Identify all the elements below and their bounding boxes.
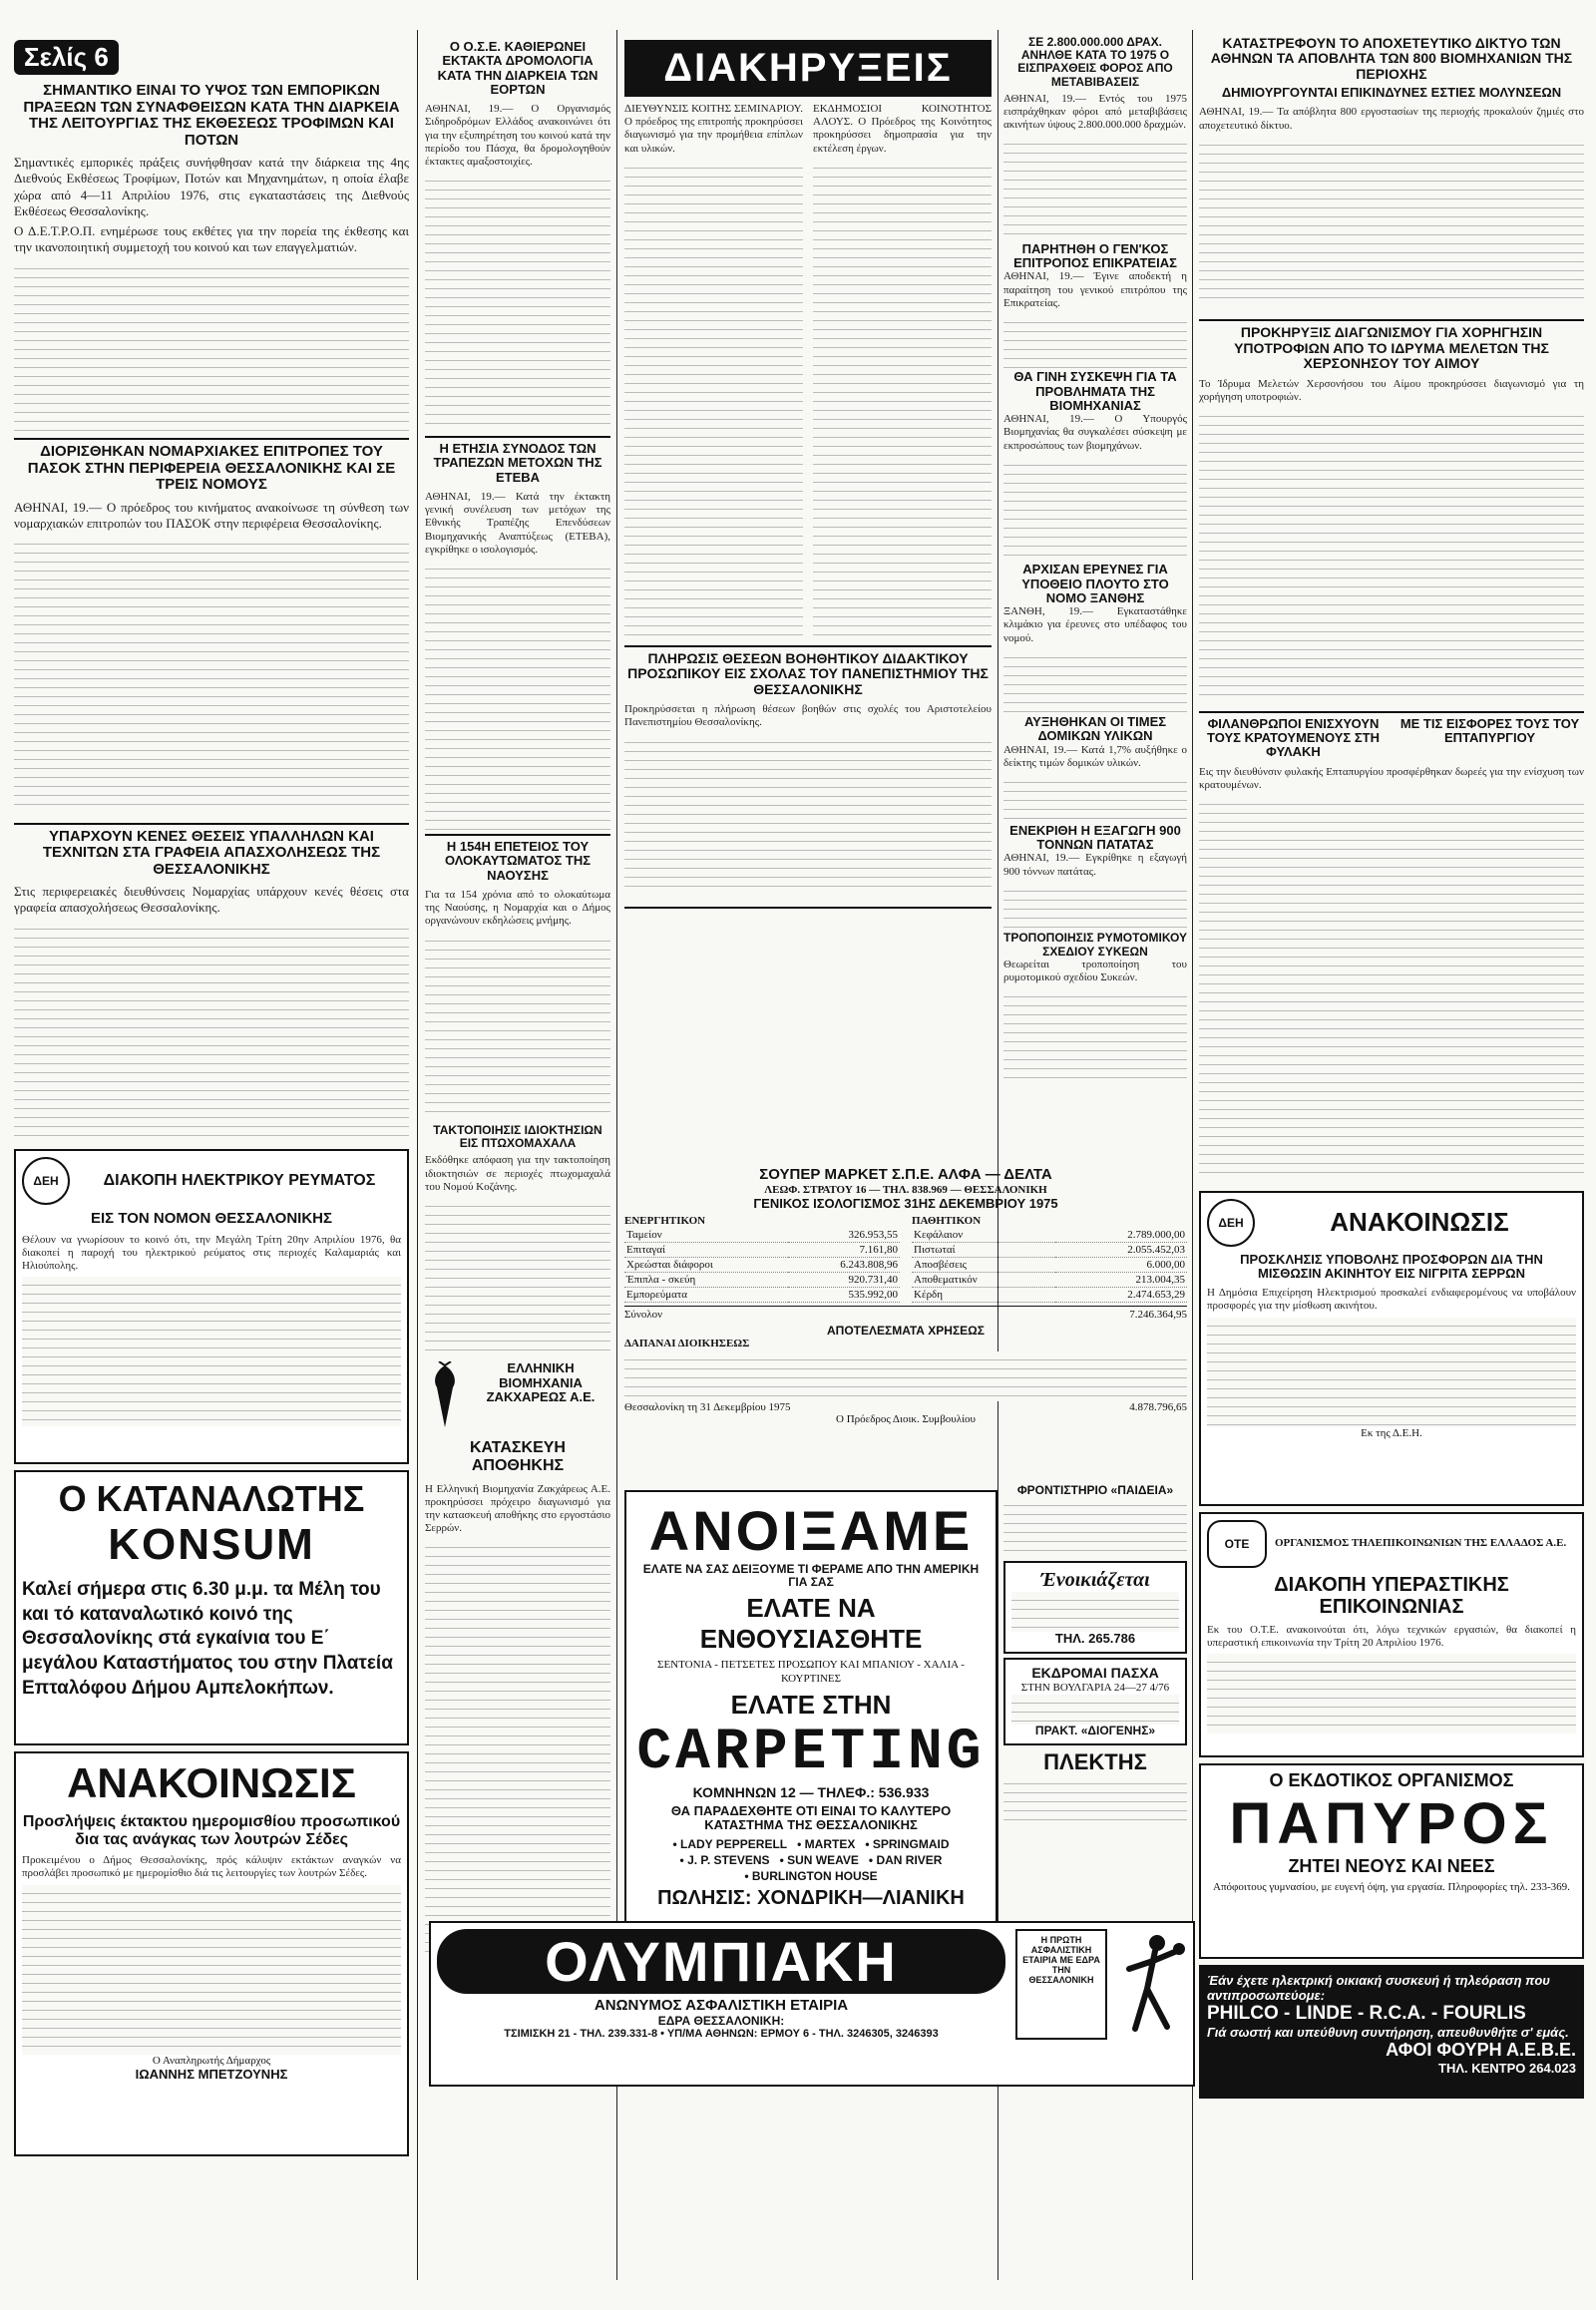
small-ad-title: Ένοικιάζεται [1040, 1569, 1150, 1592]
fouris-ad [1199, 1965, 1584, 2099]
text-filler [1003, 457, 1187, 563]
article-body [425, 889, 610, 1118]
papyros-ad [1199, 1763, 1584, 1959]
text-filler [425, 1198, 610, 1353]
table-row [912, 1228, 1187, 1243]
column-5 [1199, 0, 1584, 2310]
row-label: Κέρδη [914, 1289, 943, 1302]
ad-title: ΣΟΥΠΕΡ ΜΑΡΚΕΤ Σ.Π.Ε. ΑΛΦΑ — ΔΕΛΤΑ [759, 1167, 1052, 1183]
ote-ad [1199, 1512, 1584, 1757]
ad-headline: ΑΝΟΙΞΑΜΕ [648, 1499, 974, 1562]
article-body [14, 884, 409, 1143]
row-label: Κεφάλαιον [914, 1229, 964, 1242]
power-cut-ad [14, 1149, 409, 1464]
article-body [1199, 378, 1584, 707]
headline: ΔΙΟΡΙΣΘΗΚΑΝ ΝΟΜΑΡΧΙΑΚΕΣ ΕΠΙΤΡΟΠΕΣ ΤΟΥ ΠΑΣΟΚ ΣΤΗΝ ΠΕΡΙΦΕΡΕΙΑ ΘΕΣΣΑΛΟΝΙΚΗΣ ΚΑΙ ΣΕ ΤΡΕΙΣ ΝΟΜΟΥΣ [27, 443, 396, 493]
row-label: Αποσβέσεις [914, 1259, 968, 1272]
headline: ΘΑ ΓΙΝΗ ΣΥΣΚΕΨΗ ΓΙΑ ΤΑ ΠΡΟΒΛΗΜΑΤΑ ΤΗΣ ΒΙΟΜΗΧΑΝΙΑΣ [1013, 369, 1177, 413]
total-label: Σύνολον [624, 1309, 663, 1322]
paragraph: Το Ίδρυμα Μελετών Χερσονήσου του Αίμου προκηρύσσει διαγωνισμό για τη χορήγηση υποτροφιών. [1199, 377, 1584, 403]
text-filler [624, 160, 803, 638]
headline: ΠΡΟΚΗΡΥΞΙΣ ΔΙΑΓΩΝΙΣΜΟΥ ΓΙΑ ΧΟΡΗΓΗΣΙΝ ΥΠΟΤΡΟΦΙΩΝ ΑΠΟ ΤΟ ΙΔΡΥΜΑ ΜΕΛΕΤΩΝ ΤΗΣ ΧΕΡΣΟΝΗΣΟΥ ΤΟΥ ΑΙΜΟΥ [1234, 324, 1549, 372]
paragraph: Προκηρύσσεται η πλήρωση θέσεων βοηθών στις σχολές του Αριστοτελείου Πανεπιστημίου Θεσσαλονίκης. [624, 703, 992, 729]
ad-subtitle: Προσλήψεις έκτακτου ημερομισθίου προσωπικού δια τας ανάγκας των λουτρών Σέδες [22, 1813, 401, 1848]
text-filler [425, 1539, 610, 1958]
page-label: Σελίς 6 [14, 40, 119, 75]
row-value: 535.992,00 [848, 1289, 898, 1302]
divider [14, 823, 409, 825]
announcement-ad [14, 1751, 409, 2156]
total-value: 7.246.364,95 [1129, 1309, 1187, 1322]
text-filler [14, 921, 409, 1140]
konsum-ad [14, 1470, 409, 1745]
text-filler [22, 1277, 401, 1426]
row-label: Πιστωταί [914, 1244, 956, 1257]
text-filler [1207, 1318, 1576, 1427]
row-label: Έπιπλα - σκεύη [626, 1274, 696, 1287]
article-body [624, 703, 992, 903]
ad-subtitle: ΑΝΩΝΥΜΟΣ ΑΣΦΑΛΙΣΤΙΚΗ ΕΤΑΙΡΙΑ [594, 1997, 849, 2014]
headline: Η ΕΤΗΣΙΑ ΣΥΝΟΔΟΣ ΤΩΝ ΤΡΑΠΕΖΩΝ ΜΕΤΟΧΩΝ ΤΗΣ ΕΤΕΒΑ [433, 441, 602, 485]
small-ad-subtitle: ΣΤΗΝ ΒΟΥΛΓΑΡΙΑ 24—27 4/76 [1020, 1681, 1170, 1694]
text-filler [624, 734, 992, 894]
olympiaki-badge: Η ΠΡΩΤΗ ΑΣΦΑΛΙΣΤΙΚΗ ΕΤΑΙΡΙΑ ΜΕ ΕΔΡΑ ΤΗΝ ΘΕΣΣΑΛΟΝΙΚΗ [1015, 1929, 1107, 2040]
olympiaki-ad [429, 1921, 1195, 2087]
headline: ΑΥΞΗΘΗΚΑΝ ΟΙ ΤΙΜΕΣ ΔΟΜΙΚΩΝ ΥΛΙΚΩΝ [1023, 714, 1167, 744]
text-filler [1003, 883, 1187, 928]
article-body [14, 155, 409, 434]
row-label: Χρεώσται διάφοροι [626, 1259, 713, 1272]
ad-address: ΚΟΜΝΗΝΩΝ 12 — ΤΗΛΕΦ.: 536.933 [692, 1783, 930, 1800]
ad-body: Καλεί σήμερα στις 6.30 μ.μ. τα Μέλη του και τό καταναλωτικό κοινό της Θεσσαλονίκης στά εγκαίνια του Ε΄ μεγάλου Καταστήματος του στην Πλατεία Επταλόφου Δήμου Αμπελοκήπων. [22, 1579, 393, 1699]
headline: ΑΡΧΙΣΑΝ ΕΡΕΥΝΕΣ ΓΙΑ ΥΠΟΘΕΙΟ ΠΛΟΥΤΟ ΣΤΟ ΝΟΜΟ ΞΑΝΘΗΣ [1021, 562, 1169, 605]
paragraph: Ο Δ.Ε.Τ.Ρ.Ο.Π. ενημέρωσε τους εκθέτες για την πορεία της έκθεσης και την ικανοποιητική συμμετοχή του κοινού και των επαγγελματιών. [14, 223, 409, 255]
row-value: 213.004,35 [1135, 1274, 1185, 1287]
row-value: 326.953,55 [848, 1229, 898, 1242]
paragraph: ΑΘΗΝΑΙ, 19.— Κατά την έκτακτη γενική συνέλευση των μετόχων της Εθνικής Τραπέζης Επενδύσεων Βιομηχανικής Αναπτύξεως (ΕΤΕΒΑ), εγκρίθηκε ο ισολογισμός. [425, 491, 610, 556]
headline: ΚΑΤΑΣΤΡΕΦΟΥΝ ΤΟ ΑΠΟΧΕΤΕΥΤΙΚΟ ΔΙΚΤΥΟ ΤΩΝ ΑΘΗΝΩΝ ΤΑ ΑΠΟΒΛΗΤΑ ΤΩΝ 800 ΒΙΟΜΗΧΑΝΙΩΝ ΤΗΣ ΠΕΡΙΟΧΗΣ [1210, 35, 1573, 82]
article-body [1003, 270, 1187, 370]
subheadline: ΔΗΜΙΟΥΡΓΟΥΝΤΑΙ ΕΠΙΚΙΝΔΥΝΕΣ ΕΣΤΙΕΣ ΜΟΛΥΝΣΕΩΝ [1221, 85, 1562, 101]
text-filler [1199, 796, 1584, 1175]
text-filler [1003, 649, 1187, 715]
text-filler [1199, 408, 1584, 697]
article-body [1003, 605, 1187, 715]
table-row [912, 1258, 1187, 1273]
deh-logo-icon: ΔΕΗ [22, 1157, 70, 1205]
discus-thrower-icon [1117, 1929, 1187, 2039]
brand-item: • MARTEX [797, 1836, 856, 1851]
text-filler [14, 260, 409, 435]
paragraph: Εις την διευθύνσιν φυλακής Επταπυργίου προσφέρθηκαν δωρεές για την ενίσχυση των κρατουμένων. [1199, 765, 1584, 791]
liabilities-label: ΠΑΘΗΤΙΚΟΝ [912, 1214, 982, 1227]
text-filler [425, 933, 610, 1118]
signature: Εκ της Δ.Ε.Η. [1361, 1426, 1422, 1439]
deh-logo-icon: ΔΕΗ [1207, 1199, 1255, 1247]
small-ad-phone: ΤΗΛ. 265.786 [1054, 1631, 1136, 1647]
assets-table [624, 1228, 900, 1303]
text-filler [1003, 774, 1187, 819]
paragraph: ΑΘΗΝΑΙ, 19.— Ο πρόεδρος του κινήματος ανακοίνωσε τη σύνθεση των νομαρχιακών επιτροπών του ΠΑΣΟΚ στην περιφέρεια Θεσσαλονίκης. [14, 499, 409, 531]
ad-phone: ΤΗΛ. ΚΕΝΤΡΟ 264.023 [1438, 2060, 1576, 2076]
divider [624, 645, 992, 647]
ad-line: Ο ΕΚΔΟΤΙΚΟΣ ΟΡΓΑΝΙΣΜΟΣ [1269, 1769, 1514, 1790]
brand-item: • LADY PEPPERELL [672, 1836, 788, 1851]
text-filler [14, 536, 409, 805]
papyros-logo: ΠΑΠΥΡΟΣ [1229, 1791, 1554, 1857]
ad-title: ΑΝΑΚΟΙΝΩΣΙΣ [67, 1759, 356, 1806]
row-label: Επιταγαί [626, 1244, 665, 1257]
paragraph: Εκδόθηκε απόφαση για την τακτοποίηση ιδιοκτησιών σε περιοχές πτωχομαχαλά του Νομού Κοζάνης. [425, 1154, 610, 1193]
article-body [1003, 852, 1187, 932]
table-row [912, 1273, 1187, 1288]
row-value: 6.000,00 [1146, 1259, 1185, 1272]
ad-line: ΠΩΛΗΣΙΣ: ΧΟΝΔΡΙΚΗ—ΛΙΑΝΙΚΗ [657, 1886, 965, 1909]
ad-headline: Ο ΚΑΤΑΝΑΛΩΤΗΣ [58, 1478, 365, 1519]
brand-item: • SUN WEAVE [779, 1852, 859, 1867]
paragraph: ΑΘΗΝΑΙ, 19.— Ο Υπουργός Βιομηχανίας θα συγκαλέσει σύσκεψη με εκπροσώπους των βιομηχάνων. [1003, 413, 1187, 452]
ad-title: ΔΙΑΚΟΠΗ ΗΛΕΚΤΡΙΚΟΥ ΡΕΥΜΑΤΟΣ [103, 1172, 376, 1190]
deh-tender-ad [1199, 1191, 1584, 1506]
text-filler [1003, 988, 1187, 1078]
paragraph: ΑΘΗΝΑΙ, 19.— Έγινε αποδεκτή η παραίτηση του γενικού επιτρόπου της Επικρατείας. [1003, 270, 1187, 309]
small-ad-title: ΠΛΕΚΤΗΣ [1043, 1749, 1147, 1775]
carpeting-logo: CARPETING [636, 1720, 986, 1785]
row-value: 7.161,80 [859, 1244, 898, 1257]
sugar-industry-ad [425, 1361, 610, 2000]
paragraph: ΑΘΗΝΑΙ, 19.— Εντός του 1975 εισπράχθηκαν φόροι από μεταβιβάσεις ακινήτων ύψους 2.800.000.000 δραχμών. [1003, 92, 1187, 132]
article-body [813, 103, 992, 641]
place-date: Θεσσαλονίκη τη 31 Δεκεμβρίου 1975 [624, 1400, 791, 1413]
ad-subtitle: ΓΕΝΙΚΟΣ ΙΣΟΛΟΓΙΣΜΟΣ 31ΗΣ ΔΕΚΕΜΒΡΙΟΥ 1975 [753, 1195, 1058, 1211]
ote-logo-icon: ΟΤΕ [1207, 1520, 1267, 1568]
text-filler [425, 561, 610, 830]
ad-brands: PHILCO - LINDE - R.C.A. - FOURLIS [1207, 2002, 1526, 2024]
paragraph: ΑΘΗΝΑΙ, 19.— Τα απόβλητα 800 εργοστασίων της περιοχής προκαλούν ζημιές στο αποχετευτικό δίκτυο. [1199, 106, 1584, 132]
small-ad-title: ΦΡΟΝΤΙΣΤΗΡΙΟ «ΠΑΙΔΕΙΑ» [1016, 1484, 1174, 1497]
paragraph: Σημαντικές εμπορικές πράξεις συνήφθησαν κατά την διάρκεια της 4ης Διεθνούς Εκθέσεως Τροφίμων, Ποτών και Μηχανημάτων, η οποία έλαβε χώρα από 4—11 Απριλίου 1976, στις εγκαταστάσεις της Διεθνούς Εκθέσεως Θεσσαλονίκης. [14, 155, 409, 218]
brand-list [632, 1837, 990, 1883]
paragraph: Στις περιφερειακές διευθύνσεις Νομαρχίας υπάρχουν κενές θέσεις στα γραφεία απασχολήσεως Θεσσαλονίκης. [14, 884, 409, 916]
headline: ΠΑΡΗΤΗΘΗ Ο ΓΕΝ'ΚΟΣ ΕΠΙΤΡΟΠΟΣ ΕΠΙΚΡΑΤΕΙΑΣ [1013, 240, 1177, 271]
alfa-balance-sheet-ad [624, 1167, 1187, 1476]
ad-office: ΕΔΡΑ ΘΕΣΣΑΛΟΝΙΚΗ: [657, 2013, 785, 2028]
table-row [912, 1288, 1187, 1303]
headline: ΤΡΟΠΟΠΟΙΗΣΙΣ ΡΥΜΟΤΟΜΙΚΟΥ ΣΧΕΔΙΟΥ ΣΥΚΕΩΝ [1003, 931, 1187, 959]
text-filler [1003, 1497, 1187, 1557]
row-value: 920.731,40 [848, 1274, 898, 1287]
small-ad-title: ΕΚΔΡΟΜΑΙ ΠΑΣΧΑ [1031, 1665, 1159, 1682]
headline: ΦΙΛΑΝΘΡΩΠΟΙ ΕΝΙΣΧΥΟΥΝ ΤΟΥΣ ΚΡΑΤΟΥΜΕΝΟΥΣ ΣΤΗ ΦΥΛΑΚΗ [1207, 715, 1380, 760]
ad-line: Έάν έχετε ηλεκτρική οικιακή συσκευή ή τηλεόραση που αντιπροσωπεύομε: [1207, 1972, 1550, 2003]
signature-name: ΙΩΑΝΝΗΣ ΜΠΕΤΖΟΥΝΗΣ [135, 2066, 288, 2082]
assets-label: ΕΝΕΡΓΗΤΙΚΟΝ [624, 1214, 706, 1227]
text-filler [1199, 137, 1584, 306]
brand-item: • SPRINGMAID [865, 1836, 950, 1851]
ad-body: Η Δημόσια Επιχείρηση Ηλεκτρισμού προσκαλεί ενδιαφερομένους να υποβάλουν προσφορές για την μίσθωση ακινήτου. [1207, 1287, 1576, 1313]
ad-body: Θέλουν να γνωρίσουν το κοινό ότι, την Μεγάλη Τρίτη 20ην Απριλίου 1976, θα διακοπεί η παροχή του ηλεκτρικού ρεύματος στις περιοχές Καλαμαριάς και Ηλιούπολης. [22, 1233, 401, 1272]
text-filler [813, 160, 992, 638]
paragraph: ΔΙΕΥΘΥΝΣΙΣ ΚΟΙΤΗΣ ΣΕΜΙΝΑΡΙΟΥ. Ο πρόεδρος της επιτροπής προκηρύσσει διαγωνισμό για την προμήθεια επίπλων και υλικών. [624, 103, 803, 155]
ad-subtitle: ΕΙΣ ΤΟΝ ΝΟΜΟΝ ΘΕΣΣΑΛΟΝΙΚΗΣ [90, 1210, 332, 1227]
ad-org: ΟΡΓΑΝΙΣΜΟΣ ΤΗΛΕΠΙΚΟΙΝΩΝΙΩΝ ΤΗΣ ΕΛΛΑΔΟΣ Α.Ε. [1275, 1536, 1567, 1549]
signature: Ο Πρόεδρος Διοικ. Συμβουλίου [836, 1412, 976, 1425]
article-body [1003, 413, 1187, 563]
divider [425, 436, 610, 438]
row-label: Αποθεματικόν [914, 1274, 978, 1287]
divider [1199, 319, 1584, 321]
article-body [624, 103, 803, 641]
column-1 [14, 0, 409, 2310]
divider [425, 834, 610, 836]
results-total: 4.878.796,65 [1129, 1400, 1187, 1413]
liabilities-table [912, 1228, 1187, 1303]
ad-body: Απόφοιτους γυμνασίου, με ευγενή όψη, για εργασία. Πληροφορίες τηλ. 233-369. [1213, 1881, 1570, 1894]
ad-company: ΑΦΟΙ ΦΟΥΡΗ Α.Ε.Β.Ε. [1386, 2039, 1576, 2060]
row-value: 2.474.653,29 [1127, 1289, 1185, 1302]
row-label: Εμπορεύματα [626, 1289, 688, 1302]
article-body [1199, 766, 1584, 1185]
text-filler [1003, 136, 1187, 235]
headline: ΕΝΕΚΡΙΘΗ Η ΕΞΑΓΩΓΗ 900 ΤΟΝΝΩΝ ΠΑΤΑΤΑΣ [1009, 822, 1181, 853]
article-body [1003, 959, 1187, 1088]
results-label: ΑΠΟΤΕΛΕΣΜΑΤΑ ΧΡΗΣΕΩΣ [826, 1324, 985, 1339]
expenses-label: ΔΑΠΑΝΑΙ ΔΙΟΙΚΗΣΕΩΣ [624, 1338, 750, 1350]
divider [1199, 711, 1584, 713]
ad-line: ΕΛΑΤΕ ΝΑ ΣΑΣ ΔΕΙΞΟΥΜΕ ΤΙ ΦΕΡΑΜΕ ΑΠΟ ΤΗΝ ΑΜΕΡΙΚΗ ΓΙΑ ΣΑΣ [642, 1562, 980, 1590]
signature-title: Ο Αναπληρωτής Δήμαρχος [152, 2054, 271, 2067]
article-body [425, 1154, 610, 1353]
article-body [425, 103, 610, 432]
headline: Ο Ο.Σ.Ε. ΚΑΘΙΕΡΩΝΕΙ ΕΚΤΑΚΤΑ ΔΡΟΜΟΛΟΓΙΑ ΚΑΤΑ ΤΗΝ ΔΙΑΡΚΕΙΑ ΤΩΝ ΕΟΡΤΩΝ [437, 39, 598, 97]
headline: ΥΠΑΡΧΟΥΝ ΚΕΝΕΣ ΘΕΣΕΙΣ ΥΠΑΛΛΗΛΩΝ ΚΑΙ ΤΕΧΝΙΤΩΝ ΣΤΑ ΓΡΑΦΕΙΑ ΑΠΑΣΧΟΛΗΣΕΩΣ ΤΗΣ ΘΕΣΣΑΛΟΝΙΚΗΣ [42, 827, 381, 878]
row-value: 2.789.000,00 [1127, 1229, 1185, 1242]
ad-body: Προκειμένου ο Δήμος Θεσσαλονίκης, πρός κάλυψιν εκτάκτων αναγκών να προσλάβει προσωπικό με ημερομίσθιο διά τις λειτουργίες των λουτρών Σέδες. [22, 1854, 401, 1880]
brand-item: • DAN RIVER [868, 1852, 943, 1867]
text-filler [22, 1885, 401, 2055]
headline: Η 154Η ΕΠΕΤΕΙΟΣ ΤΟΥ ΟΛΟΚΑΥΤΩΜΑΤΟΣ ΤΗΣ ΝΑΟΥΣΗΣ [444, 839, 592, 883]
column-rule [417, 30, 418, 2280]
article-body [1003, 744, 1187, 824]
row-label: Ταμείον [626, 1229, 662, 1242]
row-value: 6.243.808,96 [840, 1259, 898, 1272]
ad-title: ΚΑΤΑΣΚΕΥΗ ΑΠΟΘΗΚΗΣ [470, 1439, 566, 1474]
text-filler [1207, 1654, 1576, 1733]
headline: ΤΑΚΤΟΠΟΙΗΣΙΣ ΙΔΙΟΚΤΗΣΙΩΝ ΕΙΣ ΠΤΩΧΟΜΑΧΑΛΑ [433, 1122, 602, 1151]
row-value: 2.055.452,03 [1127, 1244, 1185, 1257]
small-ad-company: ΠΡΑΚΤ. «ΔΙΟΓΕΝΗΣ» [1034, 1724, 1156, 1738]
paragraph: Θεωρείται τροποποίηση του ρυμοτομικού σχεδίου Συκεών. [1003, 958, 1187, 983]
article-body [425, 491, 610, 830]
ad-line: ΖΗΤΕΙ ΝΕΟΥΣ ΚΑΙ ΝΕΕΣ [1288, 1856, 1495, 1877]
ad-line: ΕΛΑΤΕ ΝΑ ΕΝΘΟΥΣΙΑΣΘΗΤΕ [699, 1593, 923, 1655]
paragraph: ΕΚΔΗΜΟΣΙΟΙ ΚΟΙΝΟΤΗΤΟΣ ΑΛΟΥΣ. Ο Πρόεδρος της Κοινότητος προκηρύσσει δημοπρασία για την εκτέλεση έργων. [813, 103, 992, 155]
paragraph: ΑΘΗΝΑΙ, 19.— Εγκρίθηκε η εξαγωγή 900 τόννων πατάτας. [1003, 852, 1187, 878]
ad-line: ΣΕΝΤΟΝΙΑ - ΠΕΤΣΕΤΕΣ ΠΡΟΣΩΠΟΥ ΚΑΙ ΜΠΑΝΙΟΥ - ΧΑΛΙΑ - ΚΟΥΡΤΙΝΕΣ [657, 1659, 965, 1685]
ad-address: ΤΣΙΜΙΣΚΗ 21 - ΤΗΛ. 239.331-8 • ΥΠ/ΜΑ ΑΘΗΝΩΝ: ΕΡΜΟΥ 6 - ΤΗΛ. 3246305, 3246393 [504, 2027, 939, 2040]
ad-line: ΘΑ ΠΑΡΑΔΕΧΘΗΤΕ ΟΤΙ ΕΙΝΑΙ ΤΟ ΚΑΛΥΤΕΡΟ ΚΑΤΑΣΤΗΜΑ ΤΗΣ ΘΕΣΣΑΛΟΝΙΚΗΣ [670, 1803, 952, 1833]
table-row [912, 1243, 1187, 1258]
table-row [624, 1228, 900, 1243]
text-filler [1003, 314, 1187, 370]
table-row [624, 1288, 900, 1303]
table-row [624, 1243, 900, 1258]
headline: ΣΗΜΑΝΤΙΚΟ ΕΙΝΑΙ ΤΟ ΥΨΟΣ ΤΩΝ ΕΜΠΟΡΙΚΩΝ ΠΡΑΞΕΩΝ ΤΩΝ ΣΥΝΑΦΘΕΙΣΩΝ ΚΑΤΑ ΤΗΝ ΔΙΑΡΚΕΙΑ ΤΗΣ ΛΕΙΤΟΥΡΓΙΑΣ ΤΗΣ ΕΚΘΕΣΕΩΣ ΤΡΟΦΙΜΩΝ ΚΑΙ ΠΟΤΩΝ [23, 82, 400, 149]
paragraph: ΞΑΝΘΗ, 19.— Εγκαταστάθηκε κλιμάκιο για έρευνες στο υπέδαφος του νομού. [1003, 605, 1187, 644]
text-filler [425, 173, 610, 432]
ad-line: ΕΛΑΤΕ ΣΤΗΝ [730, 1689, 892, 1720]
paragraph: ΑΘΗΝΑΙ, 19.— Ο Οργανισμός Σιδηροδρόμων Ελλάδος ανακοινώνει ότι για την εξυπηρέτηση του κοινού κατά την περίοδο του Πάσχα, θα δρομολογηθούν έκτακτες αμαξοστοιχίες. [425, 103, 610, 168]
article-body [1003, 93, 1187, 242]
brand-item: • BURLINGTON HOUSE [744, 1868, 878, 1883]
ad-body: Εκ του Ο.Τ.Ε. ανακοινούται ότι, λόγω τεχνικών εργασιών, θα διακοπεί η υπεραστική επικοινωνία την Τρίτη 20 Απριλίου 1976. [1207, 1623, 1576, 1649]
paragraph: ΑΘΗΝΑΙ, 19.— Κατά 1,7% αυξήθηκε ο δείκτης τιμών δομικών υλικών. [1003, 743, 1187, 769]
headline: ΠΛΗΡΩΣΙΣ ΘΕΣΕΩΝ ΒΟΗΘΗΤΙΚΟΥ ΔΙΔΑΚΤΙΚΟΥ ΠΡΟΣΩΠΙΚΟΥ ΕΙΣ ΣΧΟΛΑΣ ΤΟΥ ΠΑΝΕΠΙΣΤΗΜΙΟΥ ΤΗΣ ΘΕΣΣΑΛΟΝΙΚΗΣ [627, 650, 989, 697]
brand-item: • J. P. STEVENS [679, 1852, 770, 1867]
text-filler [624, 1351, 1187, 1401]
ad-line: Γιά σωστή και υπεύθυνη συντήρηση, απευθυνθήτε σ' εμάς. [1207, 2024, 1569, 2040]
headline: ΜΕ ΤΙΣ ΕΙΣΦΟΡΕΣ ΤΟΥΣ ΤΟΥ ΕΠΤΑΠΥΡΓΙΟΥ [1399, 715, 1580, 745]
divider [624, 907, 992, 909]
divider [14, 438, 409, 440]
headline: ΣΕ 2.800.000.000 ΔΡΑΧ. ΑΝΗΛΘΕ ΚΑΤΑ ΤΟ 1975 Ο ΕΙΣΠΡΑΧΘΕΙΣ ΦΟΡΟΣ ΑΠΟ ΜΕΤΑΒΙΒΑΣΕΙΣ [1017, 35, 1173, 89]
ad-address: ΛΕΩΦ. ΣΤΡΑΤΟΥ 16 — ΤΗΛ. 838.969 — ΘΕΣΣΑΛΟΝΙΚΗ [764, 1183, 1047, 1196]
ad-body: Η Ελληνική Βιομηχανία Ζακχάρεως Α.Ε. προκηρύσσει πρόχειρο διαγωνισμό για την κατασκευή αποθήκης στο εργοστάσιο Σερρών. [425, 1482, 610, 1535]
text-filler [1011, 1592, 1179, 1632]
ad-title: ΔΙΑΚΟΠΗ ΥΠΕΡΑΣΤΙΚΗΣ ΕΠΙΚΟΙΝΩΝΙΑΣ [1274, 1573, 1509, 1618]
carpeting-ad [624, 1490, 998, 1925]
text-filler [1003, 1775, 1187, 1825]
table-row [624, 1258, 900, 1273]
text-filler [1011, 1695, 1179, 1725]
article-body [1199, 106, 1584, 315]
table-row [624, 1273, 900, 1288]
ad-subtitle: ΠΡΟΣΚΛΗΣΙΣ ΥΠΟΒΟΛΗΣ ΠΡΟΣΦΟΡΩΝ ΔΙΑ ΤΗΝ ΜΙΣΘΩΣΙΝ ΑΚΙΝΗΤΟΥ ΕΙΣ ΝΙΓΡΙΤΑ ΣΕΡΡΩΝ [1240, 1251, 1543, 1281]
article-body [14, 500, 409, 819]
ad-title: ΑΝΑΚΟΙΝΩΣΙΣ [1330, 1207, 1509, 1238]
ad-brand: ΕΛΛΗΝΙΚΗ ΒΙΟΜΗΧΑΝΙΑ ΖΑΚΧΑΡΕΩΣ Α.Ε. [486, 1361, 596, 1404]
small-ads [1003, 1484, 1187, 1923]
sugar-beet-icon [425, 1361, 465, 1431]
olympiaki-logo: ΟΛΥΜΠΙΑΚΗ [437, 1929, 1005, 1994]
konsum-logo: KONSUM [108, 1520, 315, 1569]
announcements-banner: ΔΙΑΚΗΡΥΞΕΙΣ [624, 40, 992, 97]
paragraph: Για τα 154 χρόνια από το ολοκαύτωμα της Ναούσης, η Νομαρχία και ο Δήμος οργανώνουν εκδηλώσεις μνήμης. [425, 888, 610, 928]
